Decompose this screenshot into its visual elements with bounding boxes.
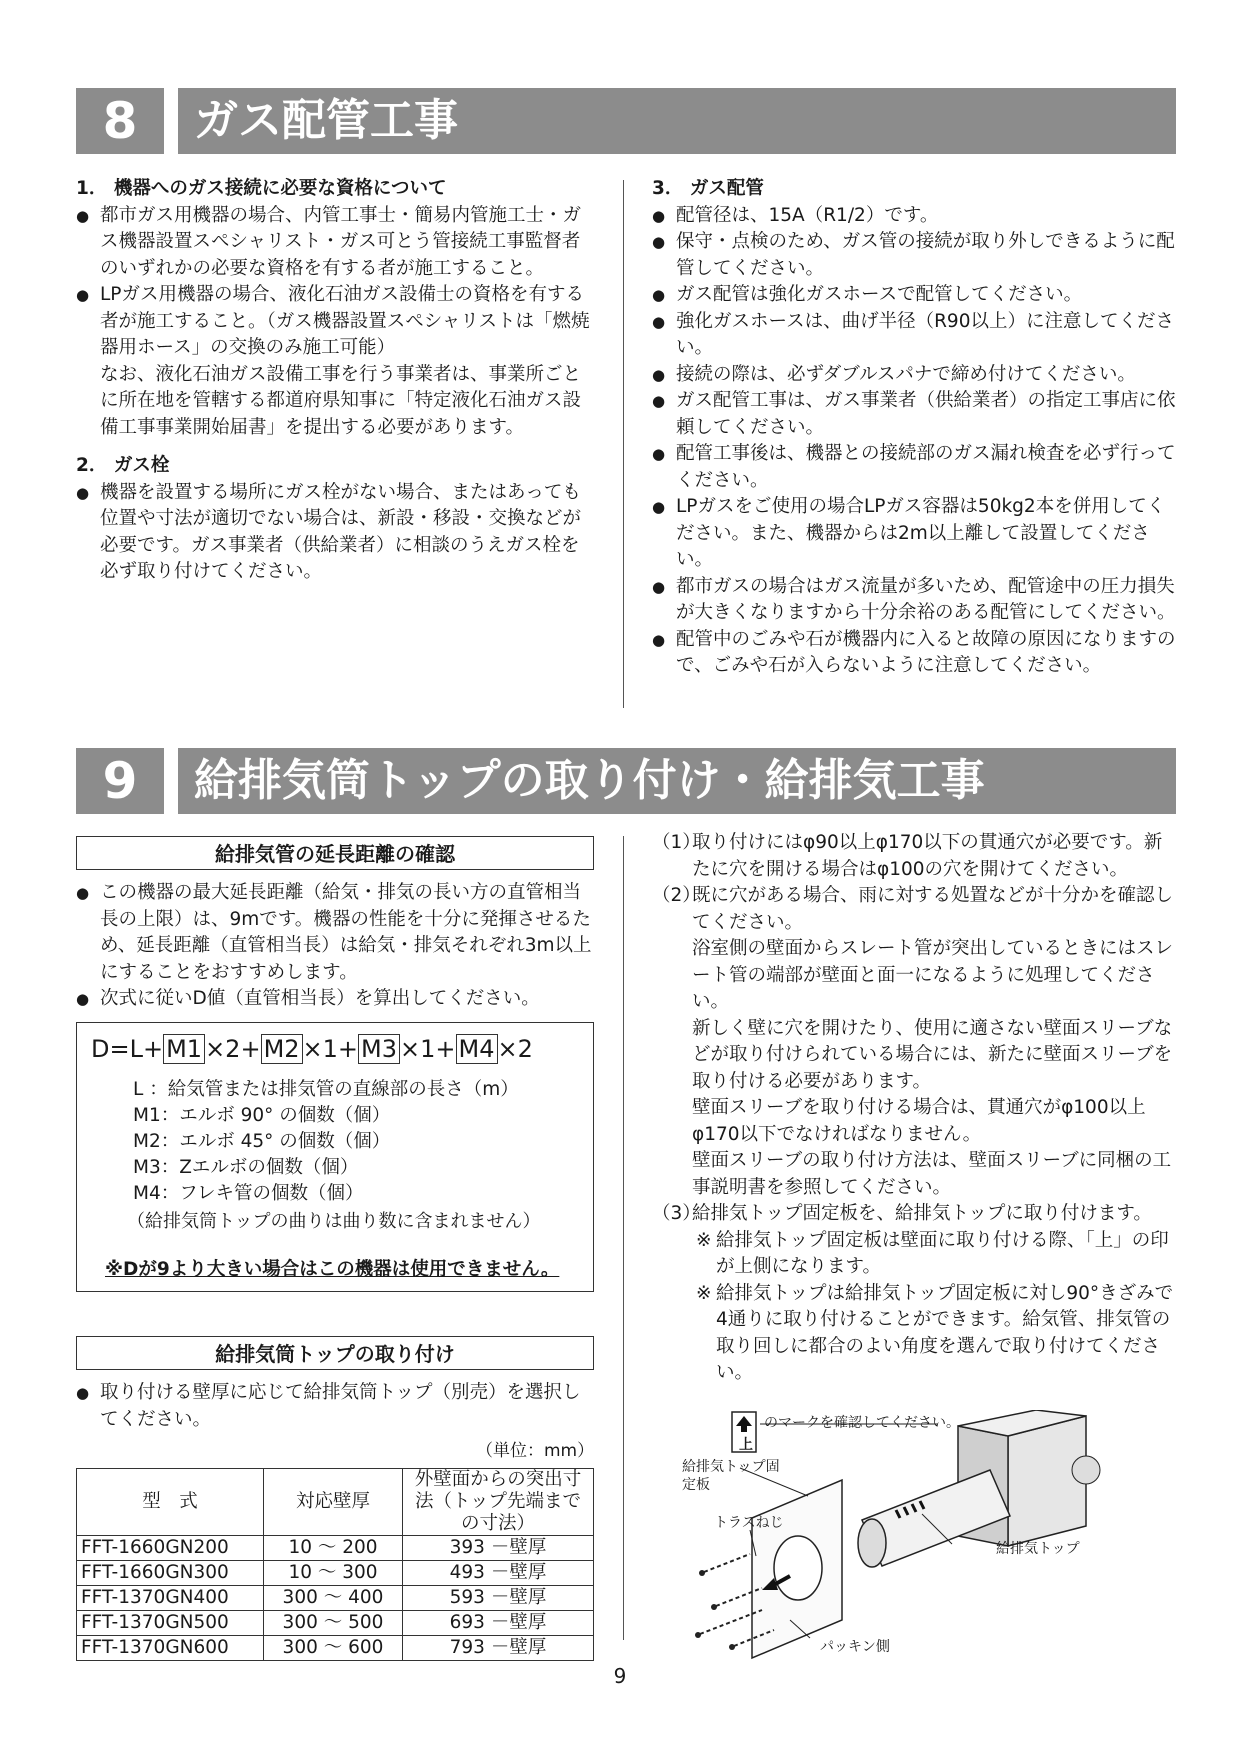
definition-l: L ：給気管または排気管の直線部の長さ（m）	[133, 1079, 519, 1100]
table-row: FFT-1370GN400 300 ～ 400 593 －壁厚	[77, 1586, 594, 1611]
step-2: （2） 既に穴がある場合、雨に対する処置などが十分かを確認してください。	[652, 885, 1174, 933]
definition-m1: M1：エルボ 90° の個数（個）	[133, 1105, 391, 1126]
bullet: ● 配管工事後は、機器との接続部のガス漏れ検査を必ず行ってください。	[652, 441, 1176, 494]
section-number: 8	[76, 88, 164, 154]
formula-warning: ※Dが9より大きい場合はこの機器は使用できません。	[105, 1259, 560, 1280]
section-8-header	[76, 88, 1176, 154]
bullet: ● 取り付ける壁厚に応じて給排気筒トップ（別売）を選択してください。	[76, 1380, 594, 1433]
bullet: ● 機器を設置する場所にガス栓がない場合、またはあっても位置や寸法が適切でない場合は、新設・移設・交換などが必要です。ガス事業者（供給業者）に相談のうえガス栓を必ず取り付けてください。	[76, 480, 594, 586]
top-install-text	[76, 1380, 594, 1433]
bullet: ● 都市ガス用機器の場合、内管工事士・簡易内管施工士・ガス機器設置スペシャリスト・ガス可とう管接続工事監督者のいずれかの必要な資格を有する者が施工すること。	[76, 203, 594, 283]
paragraph: 新しく壁に穴を開けたり、使用に適さない壁面スリーブなどが取り付けられている場合には、新たに壁面スリーブを取り付ける必要があります。	[692, 1017, 1173, 1092]
label-truss-screw: トラスねじ	[714, 1515, 784, 1531]
gas-qualification-column	[76, 176, 594, 586]
label-packing-side: パッキン側	[820, 1639, 890, 1655]
bullet: ● 次式に従いD値（直管相当長）を算出してください。	[76, 986, 594, 1013]
diagram-caption	[739, 1412, 960, 1453]
section-9-header	[76, 748, 1176, 814]
section-number: 9	[76, 748, 164, 814]
box-heading-top-install: 給排気筒トップの取り付け	[76, 1336, 594, 1370]
wall-box	[1008, 1416, 1086, 1546]
bullet: ● 配管中のごみや石が機器内に入ると故障の原因になりますので、ごみや石が入らないように注意してください。	[652, 627, 1176, 680]
bullet: ● ガス配管は強化ガスホースで配管してください。	[652, 282, 1176, 309]
definition-m4: M4：フレキ管の個数（個）	[133, 1183, 364, 1204]
gas-piping-column	[652, 176, 1176, 680]
table-row: FFT-1660GN200 10 ～ 200 393 －壁厚	[77, 1536, 594, 1561]
up-mark-label: 上	[739, 1437, 753, 1453]
table-row: FFT-1660GN300 10 ～ 300 493 －壁厚	[77, 1561, 594, 1586]
paragraph: 壁面スリーブを取り付ける場合は、貫通穴がφ100以上φ170以下でなければなりません。	[692, 1097, 1146, 1145]
paragraph: 浴室側の壁面からスレート管が突出しているときにはスレート管の端部が壁面と面一になるように処理してください。	[692, 938, 1174, 1012]
d-value-formula: D=L+ M1 ×2+ M2 ×1+ M3 ×1+ M4 ×2	[91, 1035, 533, 1063]
mark-check-caption: のマークを確認してください。	[764, 1415, 960, 1431]
table-row: FFT-1370GN600 300 ～ 600 793 －壁厚	[77, 1636, 594, 1661]
paragraph: なお、液化石油ガス設備工事を行う事業者は、事業所ごとに所在地を管轄する都道府県知事に「特定液化石油ガス設備工事事業開始届書」を提出する必要があります。	[100, 363, 582, 438]
bullet: ● 接続の際は、必ずダブルスパナで締め付けてください。	[652, 362, 1176, 389]
heading-gas-piping: 3． ガス配管	[652, 178, 764, 199]
formula-note: （給排気筒トップの曲りは曲り数に含まれません）	[127, 1211, 541, 1232]
col-header-protrusion: 外壁面からの突出寸法（トップ先端までの寸法）	[403, 1469, 594, 1536]
step-1: （1） 取り付けにはφ90以上φ170以下の貫通穴が必要です。新たに穴を開ける場合はφ100の穴を開けてください。	[652, 832, 1163, 880]
heading-qualification: 1． 機器へのガス接続に必要な資格について	[76, 178, 447, 199]
bullet: ● LPガスをご使用の場合LPガス容器は50kg2本を併用してください。また、機器からは2m以上離して設置してください。	[652, 494, 1176, 574]
bullet: ● 配管径は、15A（R1/2）です。	[652, 203, 1176, 230]
col-header-wall: 対応壁厚	[264, 1469, 403, 1536]
label-vent-top: 給排気トップ	[996, 1541, 1080, 1557]
note: ※ 給排気トップ固定板は壁面に取り付ける際、「上」の印が上側になります。	[696, 1229, 1169, 1277]
table-row: FFT-1370GN500 300 ～ 500 693 －壁厚	[77, 1611, 594, 1636]
section-title: ガス配管工事	[178, 88, 1176, 154]
wall-thickness-table	[76, 1468, 594, 1661]
formula-box	[76, 1022, 594, 1292]
bullet: ● LPガス用機器の場合、液化石油ガス設備士の資格を有する者が施工すること。（ガス機器設置スペシャリストは「燃焼器用ホース」の交換のみ施工可能）	[76, 282, 594, 362]
formula-definitions	[133, 1077, 519, 1207]
note: ※ 給排気トップは給排気トップ固定板に対し90°きざみで4通りに取り付けることができます。給気管、排気管の取り回しに都合のよい角度を選んで取り付けてください。	[696, 1282, 1174, 1383]
bullet: ● 保守・点検のため、ガス管の接続が取り外しできるように配管してください。	[652, 229, 1176, 282]
page-number: 9	[613, 1664, 627, 1688]
section-title: 給排気筒トップの取り付け・給排気工事	[178, 748, 1176, 814]
bullet: ● ガス配管工事は、ガス事業者（供給業者）の指定工事店に依頼してください。	[652, 388, 1176, 441]
unit-label: （単位：mm）	[476, 1441, 595, 1461]
heading-gas-valve: 2． ガス栓	[76, 455, 170, 476]
col-header-model: 型 式	[77, 1469, 264, 1536]
column-divider	[623, 180, 624, 708]
rear-pipe	[1072, 1456, 1100, 1484]
label-fixing-plate: 給排気トップ固定板	[682, 1459, 780, 1493]
plate-hole	[774, 1536, 822, 1600]
bullet: ● 都市ガスの場合はガス流量が多いため、配管途中の圧力損失が大きくなりますから十分余裕のある配管にしてください。	[652, 574, 1176, 627]
install-diagram	[682, 1410, 1176, 1660]
definition-m2: M2：エルボ 45° の個数（個）	[133, 1131, 391, 1152]
install-diagram-drawing	[690, 1410, 1176, 1660]
table-header-row	[77, 1469, 594, 1536]
bullet: ● この機器の最大延長距離（給気・排気の長い方の直管相当長の上限）は、9mです。機器の性能を十分に発揮させるため、延長距離（直管相当長）は給気・排気それぞれ3m以上にすることをおすすめします。	[76, 880, 594, 986]
install-steps-column	[652, 830, 1176, 1387]
definition-m3: M3：Zエルボの個数（個）	[133, 1157, 359, 1178]
bullet: ● 強化ガスホースは、曲げ半径（R90以上）に注意してください。	[652, 309, 1176, 362]
paragraph: 壁面スリーブの取り付け方法は、壁面スリーブに同梱の工事説明書を参照してください。	[692, 1150, 1172, 1198]
box-heading-extension: 給排気管の延長距離の確認	[76, 836, 594, 870]
column-divider	[623, 836, 624, 1640]
step-3: （3） 給排気トップ固定板を、給排気トップに取り付けます。	[652, 1203, 1152, 1224]
extension-text	[76, 880, 594, 1013]
